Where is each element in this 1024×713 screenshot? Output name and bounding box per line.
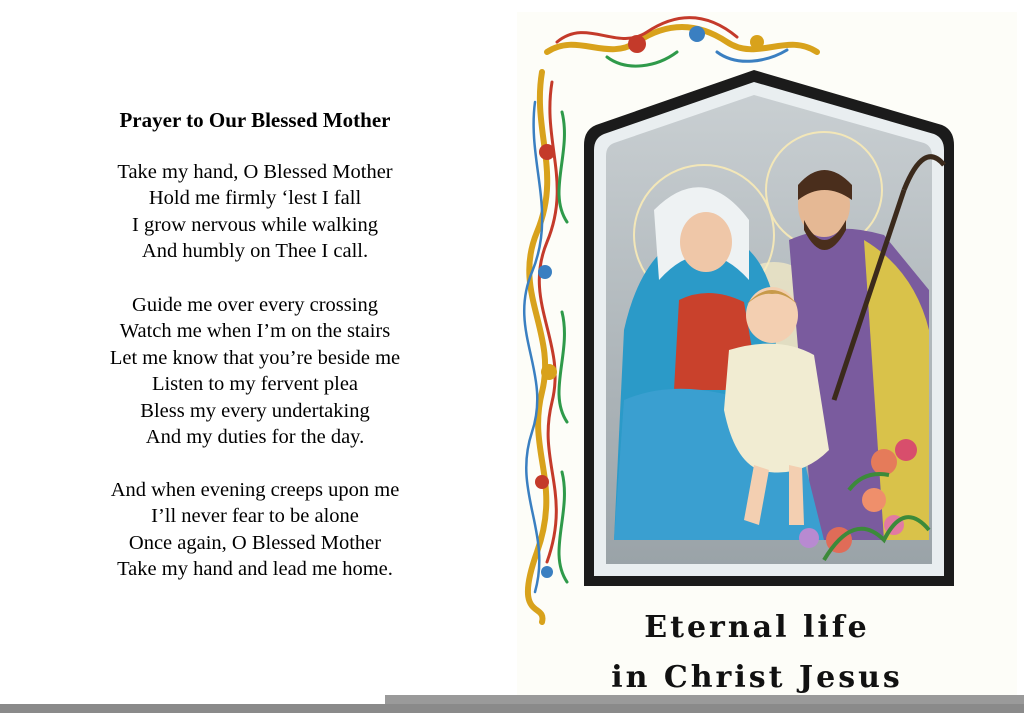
tagline-line-1: Eternal life (644, 610, 870, 645)
prayer-page (0, 0, 510, 713)
prayer-line: And when evening creeps upon me (110, 479, 400, 501)
stanza-3 (0, 477, 510, 583)
stanza-1 (0, 159, 510, 265)
scan-bottom-edge (0, 704, 1024, 713)
prayer-line: Once again, O Blessed Mother (128, 531, 382, 554)
prayer-line: And humbly on Thee I call. (141, 240, 369, 263)
prayer-line: Take my hand, O Blessed Mother (117, 161, 393, 183)
prayer-line: Watch me when I’m on the stairs (119, 320, 391, 343)
prayer-line: Guide me over every crossing (132, 294, 378, 316)
scan-edge-shadow (385, 695, 1024, 704)
stanza-2 (0, 292, 510, 450)
prayer-line: And my duties for the day. (145, 426, 365, 449)
prayer-title: Prayer to Our Blessed Mother (119, 108, 391, 132)
prayer-line: Hold me firmly ‘lest I fall (148, 187, 362, 210)
prayer-line: I’ll never fear to be alone (151, 505, 359, 528)
prayer-line: I grow nervous while walking (132, 213, 378, 236)
prayer-line: Let me know that you’re beside me (109, 346, 401, 369)
prayer-line: Take my hand and lead me home. (117, 558, 393, 581)
holy-family-painting (584, 70, 954, 586)
prayer-line: Listen to my fervent plea (151, 373, 359, 396)
prayer-line: Bless my every undertaking (140, 399, 370, 422)
tagline-line-2: in Christ Jesus (611, 660, 903, 695)
